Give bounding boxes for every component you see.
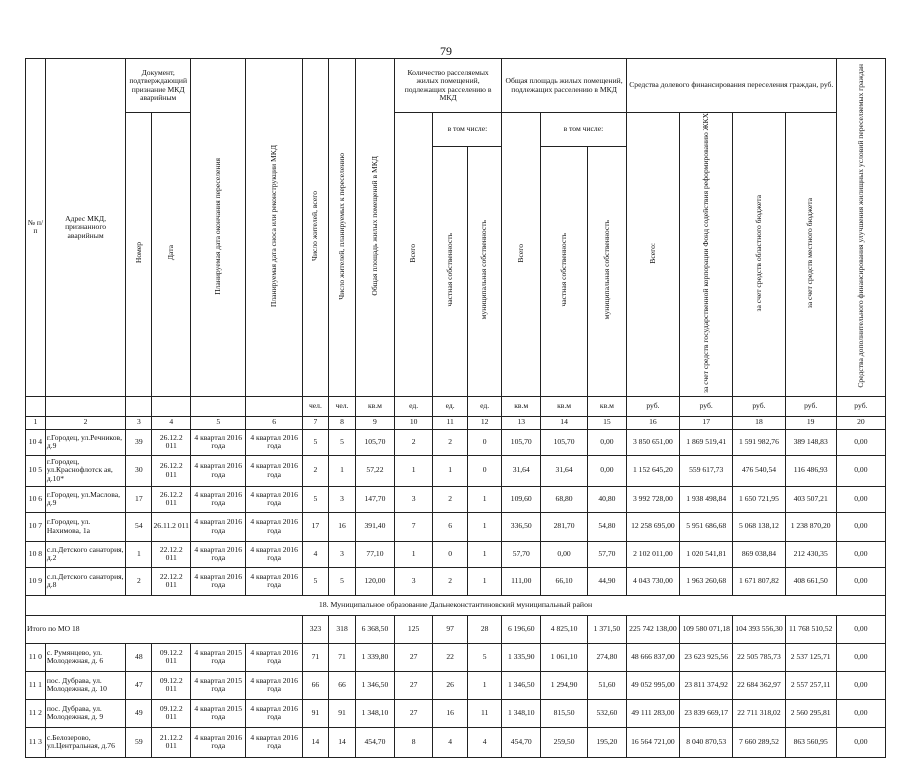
table-cell: 3 bbox=[328, 541, 355, 567]
table-cell: 71 bbox=[302, 643, 328, 671]
header-funds-total: Всего: bbox=[647, 242, 657, 264]
table-cell: 4 квартал 2016 года bbox=[191, 727, 246, 757]
table-cell: 54 bbox=[126, 512, 152, 541]
table-cell: 109,60 bbox=[502, 486, 541, 512]
table-row bbox=[26, 643, 886, 671]
table-cell: 44,90 bbox=[588, 567, 627, 595]
table-cell: 1 bbox=[433, 455, 467, 486]
table-cell: 105,70 bbox=[541, 429, 588, 455]
table-cell: 4 квартал 2015 года bbox=[191, 643, 246, 671]
unit-cell: чел. bbox=[302, 396, 328, 416]
table-cell: 1 bbox=[328, 455, 355, 486]
table-cell: 2 bbox=[433, 567, 467, 595]
total-cell: 28 bbox=[467, 615, 502, 643]
table-row bbox=[26, 671, 886, 699]
table-cell: 0,00 bbox=[836, 486, 885, 512]
table-cell: 14 bbox=[302, 727, 328, 757]
table-body-upper bbox=[26, 429, 886, 595]
table-cell: 2 560 295,81 bbox=[785, 699, 836, 727]
table-cell: 22.12.2 011 bbox=[152, 541, 191, 567]
table-cell: 2 557 257,11 bbox=[785, 671, 836, 699]
table-cell: 1 348,10 bbox=[502, 699, 541, 727]
column-number-cell: 12 bbox=[467, 416, 502, 429]
total-cell: 109 580 071,18 bbox=[680, 615, 733, 643]
total-row bbox=[26, 615, 886, 643]
table-cell: 869 038,84 bbox=[733, 541, 785, 567]
header-area-municipal: муниципальная собственность bbox=[601, 220, 611, 320]
header-address: Адрес МКД, признанного аварийным bbox=[45, 59, 125, 397]
table-cell: 8 bbox=[394, 727, 433, 757]
table-cell: 68,80 bbox=[541, 486, 588, 512]
table-cell: 4 квартал 2016 года bbox=[191, 486, 246, 512]
table-cell: 3 992 728,00 bbox=[626, 486, 679, 512]
table-cell: 391,40 bbox=[356, 512, 395, 541]
table-row bbox=[26, 455, 886, 486]
table-cell: 26.12.2 011 bbox=[152, 486, 191, 512]
total-cell: 318 bbox=[328, 615, 355, 643]
table-cell: 40,80 bbox=[588, 486, 627, 512]
column-number-cell: 19 bbox=[785, 416, 836, 429]
unit-cell: кв.м bbox=[588, 396, 627, 416]
unit-cell: кв.м bbox=[356, 396, 395, 416]
total-cell: 125 bbox=[394, 615, 433, 643]
header-planned-end: Планируемая дата окончания переселения bbox=[213, 157, 222, 295]
total-cell: 1 371,50 bbox=[588, 615, 627, 643]
header-rooms-municipal: муниципальная собственность bbox=[479, 220, 489, 320]
table-cell: 7 660 289,52 bbox=[733, 727, 785, 757]
table-cell: 147,70 bbox=[356, 486, 395, 512]
header-area-total: Всего bbox=[515, 243, 525, 263]
table-row bbox=[26, 429, 886, 455]
total-cell: 323 bbox=[302, 615, 328, 643]
header-residents-total: Число жителей, всего bbox=[310, 191, 320, 261]
table-cell: 5 bbox=[328, 429, 355, 455]
table-cell: 26.11.2 011 bbox=[152, 512, 191, 541]
table-cell: 10 9 bbox=[26, 567, 46, 595]
table-cell: 0,00 bbox=[836, 541, 885, 567]
table-cell: 1 061,10 bbox=[541, 643, 588, 671]
table-cell: 31,64 bbox=[541, 455, 588, 486]
table-cell: 1 348,10 bbox=[356, 699, 395, 727]
table-cell: 26.12.2 011 bbox=[152, 455, 191, 486]
table-cell: 11 1 bbox=[26, 671, 46, 699]
table-cell: 111,00 bbox=[502, 567, 541, 595]
table-cell: 12 258 695,00 bbox=[626, 512, 679, 541]
table-cell: 3 bbox=[328, 486, 355, 512]
table-cell: 120,00 bbox=[356, 567, 395, 595]
table-cell: 3 850 651,00 bbox=[626, 429, 679, 455]
table-cell: 66 bbox=[328, 671, 355, 699]
table-cell: 1 020 541,81 bbox=[680, 541, 733, 567]
table-cell: 10 7 bbox=[26, 512, 46, 541]
total-cell: 225 742 138,00 bbox=[626, 615, 679, 643]
table-cell: с. Румянцево, ул. Молодежная, д. 6 bbox=[45, 643, 125, 671]
column-number-cell: 9 bbox=[356, 416, 395, 429]
table-cell: 116 486,93 bbox=[785, 455, 836, 486]
unit-cell: ед. bbox=[467, 396, 502, 416]
column-number-cell: 10 bbox=[394, 416, 433, 429]
unit-cell: руб. bbox=[626, 396, 679, 416]
table-cell: 4 квартал 2016 года bbox=[191, 455, 246, 486]
table-cell: 1 346,50 bbox=[502, 671, 541, 699]
table-cell: 5 bbox=[328, 567, 355, 595]
unit-cell: руб. bbox=[785, 396, 836, 416]
table-cell: 51,60 bbox=[588, 671, 627, 699]
table-cell: 5 bbox=[302, 567, 328, 595]
table-cell: 16 564 721,00 bbox=[626, 727, 679, 757]
table-cell: 4 квартал 2016 года bbox=[191, 567, 246, 595]
header-rooms-count: Количество расселяемых жилых помещений, подлежащих расселению в МКД bbox=[394, 59, 502, 113]
table-cell: 1 238 870,20 bbox=[785, 512, 836, 541]
table-cell: 4 bbox=[467, 727, 502, 757]
column-number-cell: 14 bbox=[541, 416, 588, 429]
table-cell: 27 bbox=[394, 699, 433, 727]
table-cell: 1 963 260,68 bbox=[680, 567, 733, 595]
table-cell: 4 043 730,00 bbox=[626, 567, 679, 595]
table-cell: 4 квартал 2016 года bbox=[246, 699, 302, 727]
table-cell: 23 811 374,92 bbox=[680, 671, 733, 699]
table-header bbox=[26, 59, 886, 430]
resettlement-table bbox=[25, 58, 886, 758]
table-cell: 408 661,50 bbox=[785, 567, 836, 595]
table-cell: 476 540,54 bbox=[733, 455, 785, 486]
header-area-private: частная собственность bbox=[558, 233, 568, 307]
header-document: Документ, подтверждающий признание МКД аварийным bbox=[126, 59, 191, 113]
unit-cell: руб. bbox=[733, 396, 785, 416]
column-number-cell: 11 bbox=[433, 416, 467, 429]
table-cell: 16 bbox=[328, 512, 355, 541]
table-cell: с.п.Детского санатория, д.8 bbox=[45, 567, 125, 595]
table-cell: 1 bbox=[467, 671, 502, 699]
unit-cell: ед. bbox=[433, 396, 467, 416]
table-cell: 48 bbox=[126, 643, 152, 671]
table-cell: 403 507,21 bbox=[785, 486, 836, 512]
table-cell: 22 505 785,73 bbox=[733, 643, 785, 671]
table-cell: 4 квартал 2016 года bbox=[246, 541, 302, 567]
table-cell: 4 квартал 2016 года bbox=[246, 486, 302, 512]
table-cell: 105,70 bbox=[502, 429, 541, 455]
table-cell: пос. Дубрава, ул. Молодежная, д. 10 bbox=[45, 671, 125, 699]
table-cell: 54,80 bbox=[588, 512, 627, 541]
table-row bbox=[26, 699, 886, 727]
table-cell: 4 квартал 2016 года bbox=[246, 727, 302, 757]
table-cell: 57,70 bbox=[588, 541, 627, 567]
table-cell: 11 bbox=[467, 699, 502, 727]
column-number-cell: 4 bbox=[152, 416, 191, 429]
table-cell: 77,10 bbox=[356, 541, 395, 567]
table-cell: 49 bbox=[126, 699, 152, 727]
table-cell: 27 bbox=[394, 671, 433, 699]
table-cell: 0 bbox=[467, 429, 502, 455]
table-cell: 0,00 bbox=[836, 727, 885, 757]
table-cell: 5 951 686,68 bbox=[680, 512, 733, 541]
header-funds: Средства долевого финансирования переселения граждан, руб. bbox=[626, 59, 836, 113]
table-cell: 7 bbox=[394, 512, 433, 541]
table-cell: 10 4 bbox=[26, 429, 46, 455]
table-cell: 4 bbox=[433, 727, 467, 757]
table-cell: 2 537 125,71 bbox=[785, 643, 836, 671]
table-cell: г.Городец, ул. Нахимова, 1а bbox=[45, 512, 125, 541]
table-row bbox=[26, 512, 886, 541]
table-cell: 22.12.2 011 bbox=[152, 567, 191, 595]
header-num: № п/ п bbox=[26, 59, 46, 397]
column-number-cell: 3 bbox=[126, 416, 152, 429]
table-cell: 281,70 bbox=[541, 512, 588, 541]
header-living-area: Общая площадь жилых помещений, подлежащих расселению в МКД bbox=[502, 59, 626, 113]
table-cell: 1 591 982,76 bbox=[733, 429, 785, 455]
table-cell: с.п.Детского санатория, д.2 bbox=[45, 541, 125, 567]
header-additional-funds: Средства дополнительного финансирования улучшения жилищных условий переселяемых граждан bbox=[855, 64, 865, 388]
table-cell: 0,00 bbox=[836, 512, 885, 541]
column-number-cell: 16 bbox=[626, 416, 679, 429]
table-cell: 4 bbox=[302, 541, 328, 567]
table-cell: 3 bbox=[394, 486, 433, 512]
table-cell: 39 bbox=[126, 429, 152, 455]
table-cell: 1 869 519,41 bbox=[680, 429, 733, 455]
table-cell: 0 bbox=[433, 541, 467, 567]
table-cell: 10 6 bbox=[26, 486, 46, 512]
unit-cell: руб. bbox=[836, 396, 885, 416]
table-cell: 4 квартал 2016 года bbox=[246, 671, 302, 699]
header-fund-region: за счет средств областного бюджета bbox=[753, 194, 763, 312]
column-number-cell: 20 bbox=[836, 416, 885, 429]
table-cell: 559 617,73 bbox=[680, 455, 733, 486]
table-cell: 09.12.2 011 bbox=[152, 643, 191, 671]
table-cell: 27 bbox=[394, 643, 433, 671]
header-doc-number: Номер bbox=[133, 242, 143, 264]
table-cell: 1 152 645,20 bbox=[626, 455, 679, 486]
table-cell: 4 квартал 2015 года bbox=[191, 699, 246, 727]
table-cell: 1 335,90 bbox=[502, 643, 541, 671]
table-row bbox=[26, 567, 886, 595]
table-cell: г.Городец, ул.Маслова, д.9 bbox=[45, 486, 125, 512]
table-cell: 815,50 bbox=[541, 699, 588, 727]
total-cell: 104 393 556,30 bbox=[733, 615, 785, 643]
table-cell: 389 148,83 bbox=[785, 429, 836, 455]
table-cell: 1 bbox=[126, 541, 152, 567]
column-number-row bbox=[26, 416, 886, 429]
table-cell: 2 bbox=[126, 567, 152, 595]
table-cell: 863 560,95 bbox=[785, 727, 836, 757]
table-cell: г.Городец, ул.Краснофлотск ая, д.10* bbox=[45, 455, 125, 486]
table-cell: пос. Дубрава, ул. Молодежная, д. 9 bbox=[45, 699, 125, 727]
column-number-cell: 8 bbox=[328, 416, 355, 429]
unit-cell: ед. bbox=[394, 396, 433, 416]
table-cell: 4 квартал 2015 года bbox=[191, 671, 246, 699]
table-cell: 23 623 925,56 bbox=[680, 643, 733, 671]
column-number-cell: 6 bbox=[246, 416, 302, 429]
table-body-lower bbox=[26, 643, 886, 757]
section-title: 18. Муниципальное образование Дальнеконстантиновский муниципальный район bbox=[26, 595, 886, 615]
header-fund-fsr: за счет средств государственной корпорации Фонд содействия реформированию ЖКХ bbox=[700, 113, 710, 394]
column-number-cell: 13 bbox=[502, 416, 541, 429]
table-cell: 5 068 138,12 bbox=[733, 512, 785, 541]
section-block bbox=[26, 595, 886, 643]
table-cell: 5 bbox=[302, 429, 328, 455]
table-cell: 1 bbox=[394, 541, 433, 567]
table-cell: 532,60 bbox=[588, 699, 627, 727]
table-cell: 2 bbox=[433, 429, 467, 455]
header-fund-local: за счет средств местного бюджета bbox=[805, 197, 815, 309]
unit-cell: руб. bbox=[680, 396, 733, 416]
unit-cell: кв.м bbox=[541, 396, 588, 416]
header-total-area: Общая площадь жилых помещений в МКД bbox=[369, 156, 379, 296]
table-cell: 1 294,90 bbox=[541, 671, 588, 699]
table-cell: 1 bbox=[467, 512, 502, 541]
table-cell: 0,00 bbox=[836, 643, 885, 671]
table-cell: 11 3 bbox=[26, 727, 46, 757]
table-cell: 3 bbox=[394, 567, 433, 595]
table-cell: 1 339,80 bbox=[356, 643, 395, 671]
table-cell: 259,50 bbox=[541, 727, 588, 757]
table-cell: 26 bbox=[433, 671, 467, 699]
table-cell: 17 bbox=[302, 512, 328, 541]
table-cell: 4 квартал 2016 года bbox=[246, 455, 302, 486]
table-cell: 14 bbox=[328, 727, 355, 757]
table-cell: 23 839 669,17 bbox=[680, 699, 733, 727]
column-number-cell: 17 bbox=[680, 416, 733, 429]
column-number-cell: 1 bbox=[26, 416, 46, 429]
table-cell: 1 bbox=[394, 455, 433, 486]
header-doc-date: Дата bbox=[165, 245, 175, 261]
table-cell: 31,64 bbox=[502, 455, 541, 486]
table-row bbox=[26, 541, 886, 567]
table-cell: 4 квартал 2016 года bbox=[191, 512, 246, 541]
table-cell: 2 bbox=[394, 429, 433, 455]
header-rooms-private: частная собственность bbox=[444, 233, 454, 307]
table-cell: 0,00 bbox=[836, 429, 885, 455]
table-cell: 22 711 318,02 bbox=[733, 699, 785, 727]
table-cell: 16 bbox=[433, 699, 467, 727]
units-row bbox=[26, 396, 886, 416]
table-cell: 105,70 bbox=[356, 429, 395, 455]
table-cell: 47 bbox=[126, 671, 152, 699]
table-row bbox=[26, 727, 886, 757]
column-number-cell: 2 bbox=[45, 416, 125, 429]
table-cell: 2 bbox=[302, 455, 328, 486]
table-cell: 4 квартал 2016 года bbox=[191, 541, 246, 567]
total-cell: 4 825,10 bbox=[541, 615, 588, 643]
column-number-cell: 7 bbox=[302, 416, 328, 429]
total-label: Итого по МО 18 bbox=[26, 615, 303, 643]
table-cell: с.Белозерово, ул.Центральная, д.76 bbox=[45, 727, 125, 757]
header-rooms-total: Всего bbox=[408, 243, 418, 263]
table-cell: 11 2 bbox=[26, 699, 46, 727]
total-cell: 11 768 510,52 bbox=[785, 615, 836, 643]
table-cell: 09.12.2 011 bbox=[152, 671, 191, 699]
table-cell: 57,70 bbox=[502, 541, 541, 567]
column-number-cell: 18 bbox=[733, 416, 785, 429]
table-cell: 1 671 807,82 bbox=[733, 567, 785, 595]
table-cell: 6 bbox=[433, 512, 467, 541]
total-cell: 97 bbox=[433, 615, 467, 643]
table-cell: 4 квартал 2016 года bbox=[246, 567, 302, 595]
table-row bbox=[26, 486, 886, 512]
table-cell: 0,00 bbox=[836, 671, 885, 699]
table-cell: 30 bbox=[126, 455, 152, 486]
table-cell: 1 650 721,95 bbox=[733, 486, 785, 512]
table-cell: 454,70 bbox=[356, 727, 395, 757]
table-cell: 22 684 362,97 bbox=[733, 671, 785, 699]
table-cell: г.Городец, ул.Речников, д.9 bbox=[45, 429, 125, 455]
table-cell: 91 bbox=[302, 699, 328, 727]
table-cell: 21.12.2 011 bbox=[152, 727, 191, 757]
table-cell: 212 430,35 bbox=[785, 541, 836, 567]
table-cell: 0,00 bbox=[836, 699, 885, 727]
table-cell: 0,00 bbox=[588, 455, 627, 486]
table-cell: 1 bbox=[467, 541, 502, 567]
table-cell: 49 052 995,00 bbox=[626, 671, 679, 699]
table-cell: 0,00 bbox=[836, 455, 885, 486]
table-cell: 48 666 837,00 bbox=[626, 643, 679, 671]
header-area-including: в том числе: bbox=[541, 113, 627, 147]
table-cell: 4 квартал 2016 года bbox=[191, 429, 246, 455]
table-cell: 71 bbox=[328, 643, 355, 671]
page-number: 79 bbox=[440, 44, 452, 58]
total-cell: 6 368,50 bbox=[356, 615, 395, 643]
table-cell: 1 bbox=[467, 486, 502, 512]
table-cell: 49 111 283,00 bbox=[626, 699, 679, 727]
table-cell: 4 квартал 2016 года bbox=[246, 429, 302, 455]
column-number-cell: 5 bbox=[191, 416, 246, 429]
table-cell: 0,00 bbox=[836, 567, 885, 595]
table-cell: 22 bbox=[433, 643, 467, 671]
table-cell: 66 bbox=[302, 671, 328, 699]
table-cell: 4 квартал 2016 года bbox=[246, 512, 302, 541]
table-cell: 8 040 870,53 bbox=[680, 727, 733, 757]
table-cell: 26.12.2 011 bbox=[152, 429, 191, 455]
table-cell: 4 квартал 2016 года bbox=[246, 643, 302, 671]
table-cell: 57,22 bbox=[356, 455, 395, 486]
table-cell: 11 0 bbox=[26, 643, 46, 671]
table-cell: 10 8 bbox=[26, 541, 46, 567]
table-cell: 2 bbox=[433, 486, 467, 512]
header-planned-demolition: Планируемая дата сноса или реконструкции МКД bbox=[268, 144, 278, 308]
table-cell: 09.12.2 011 bbox=[152, 699, 191, 727]
table-cell: 0,00 bbox=[541, 541, 588, 567]
table-cell: 0,00 bbox=[588, 429, 627, 455]
table-cell: 2 102 011,00 bbox=[626, 541, 679, 567]
table-cell: 1 bbox=[467, 567, 502, 595]
table-cell: 1 346,50 bbox=[356, 671, 395, 699]
unit-cell: кв.м bbox=[502, 396, 541, 416]
unit-cell: чел. bbox=[328, 396, 355, 416]
table-cell: 274,80 bbox=[588, 643, 627, 671]
table-cell: 91 bbox=[328, 699, 355, 727]
table-cell: 195,20 bbox=[588, 727, 627, 757]
table-cell: 0 bbox=[467, 455, 502, 486]
table-cell: 1 938 498,84 bbox=[680, 486, 733, 512]
column-number-cell: 15 bbox=[588, 416, 627, 429]
table-cell: 5 bbox=[302, 486, 328, 512]
total-cell: 6 196,60 bbox=[502, 615, 541, 643]
table-cell: 59 bbox=[126, 727, 152, 757]
table-cell: 5 bbox=[467, 643, 502, 671]
header-residents-planned: Число жителей, планируемых к переселению bbox=[336, 152, 346, 300]
table-cell: 454,70 bbox=[502, 727, 541, 757]
table-cell: 66,10 bbox=[541, 567, 588, 595]
table-cell: 17 bbox=[126, 486, 152, 512]
table-cell: 10 5 bbox=[26, 455, 46, 486]
table-cell: 336,50 bbox=[502, 512, 541, 541]
total-cell: 0,00 bbox=[836, 615, 885, 643]
header-rooms-including: в том числе: bbox=[433, 113, 502, 147]
